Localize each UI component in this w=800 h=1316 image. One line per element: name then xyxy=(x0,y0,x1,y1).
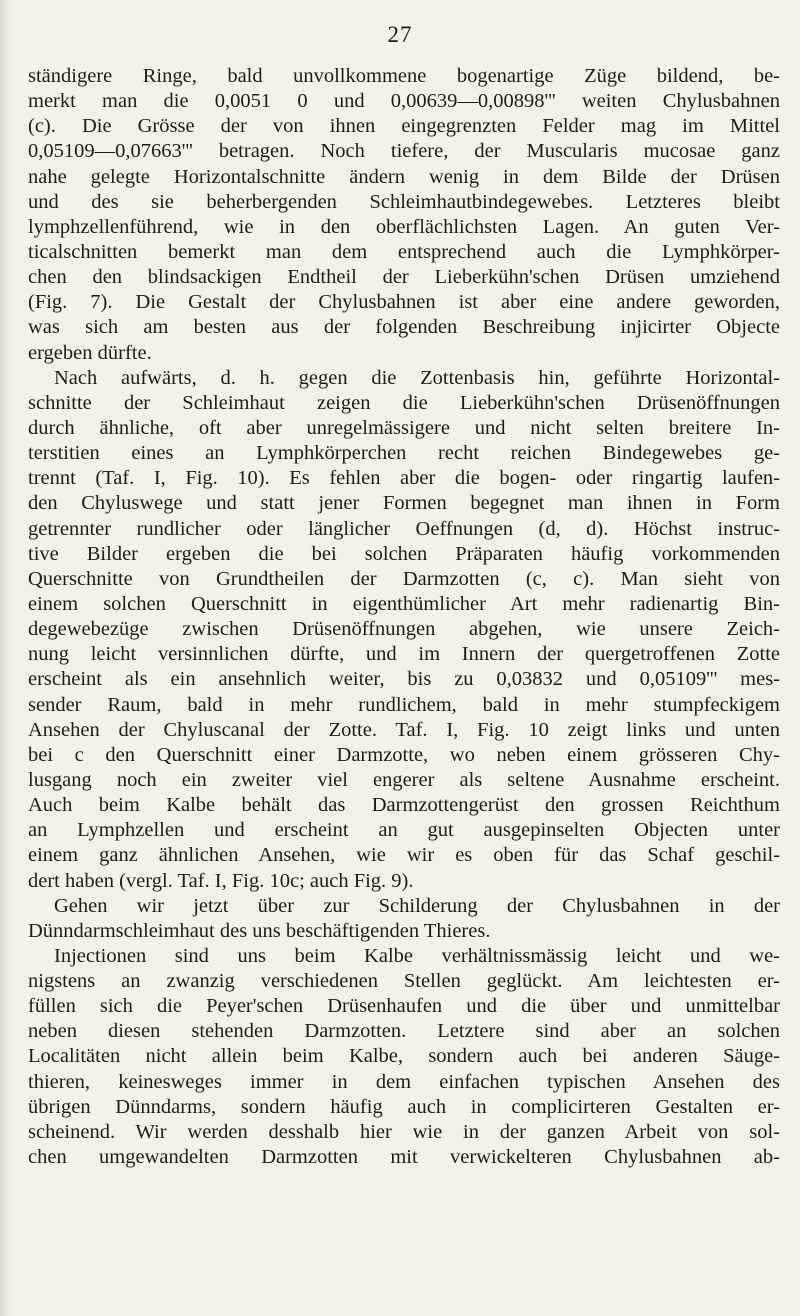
text-line: an Lymphzellen und erscheint an gut ausgepinselten Objecten unter xyxy=(28,819,780,842)
text-line: durch ähnliche, oft aber unregelmässigere und nicht selten breitere In- xyxy=(28,416,780,439)
text-line: ständigere Ringe, bald unvollkommene bogenartige Züge bildend, be- xyxy=(28,65,780,87)
body-text xyxy=(28,64,780,1170)
text-line: nung leicht versinnlichen dürfte, und im Innern der quergetroffenen Zotte xyxy=(28,643,780,666)
text-line: getrennter rundlicher oder länglicher Oeffnungen (d, d). Höchst instruc- xyxy=(28,517,780,540)
text-line: lusgang noch ein zweiter viel engerer als seltene Ausnahme erscheint. xyxy=(28,768,780,791)
text-line: tive Bilder ergeben die bei solchen Präparaten häufig vorkommenden xyxy=(28,542,780,565)
text-line: Ansehen der Chyluscanal der Zotte. Taf. I, Fig. 10 zeigt links und unten xyxy=(28,718,780,741)
text-line: nigstens an zwanzig verschiedenen Stellen geglückt. Am leichtesten er- xyxy=(28,970,780,993)
text-line: den Chyluswege und statt jener Formen begegnet man ihnen in Form xyxy=(28,492,780,515)
text-line: chen umgewandelten Darmzotten mit verwickelteren Chylusbahnen ab- xyxy=(28,1146,780,1169)
text-line: 0,05109—0,07663''' betragen. Noch tiefere, der Muscularis mucosae ganz xyxy=(28,140,780,163)
text-line: trennt (Taf. I, Fig. 10). Es fehlen aber die bogen- oder ringartig laufen- xyxy=(28,467,780,490)
text-line: ergeben dürfte. xyxy=(28,341,152,364)
text-line: einem solchen Querschnitt in eigenthümlicher Art mehr radienartig Bin- xyxy=(28,592,780,615)
page-gutter-shadow xyxy=(0,0,10,1316)
text-line: füllen sich die Peyer'schen Drüsenhaufen und die über und unmittelbar xyxy=(28,995,780,1018)
text-line: und des sie beherbergenden Schleimhautbindegewebes. Letzteres bleibt xyxy=(28,190,780,213)
text-line: nahe gelegte Horizontalschnitte ändern wenig in dem Bilde der Drüsen xyxy=(28,165,780,188)
text-line: Auch beim Kalbe behält das Darmzottengerüst den grossen Reichthum xyxy=(28,794,780,817)
text-line: erscheint als ein ansehnlich weiter, bis zu 0,03832 und 0,05109''' mes- xyxy=(28,668,780,691)
text-line: lymphzellenführend, wie in den oberflächlichsten Lagen. An guten Ver- xyxy=(28,215,780,238)
text-line: terstitien eines an Lymphkörperchen recht reichen Bindegewebes ge- xyxy=(28,442,780,465)
text-line: einem ganz ähnlichen Ansehen, wie wir es oben für das Schaf geschil- xyxy=(28,844,780,867)
text-line: thieren, keinesweges immer in dem einfachen typischen Ansehen des xyxy=(28,1070,780,1093)
text-line: übrigen Dünndarms, sondern häufig auch in complicirteren Gestalten er- xyxy=(28,1095,780,1118)
page-number: 27 xyxy=(387,22,413,47)
text-line: Nach aufwärts, d. h. gegen die Zottenbasis hin, geführte Horizontal- xyxy=(54,366,780,389)
text-line: sender Raum, bald in mehr rundlichem, bald in mehr stumpfeckigem xyxy=(28,693,780,716)
text-line: Localitäten nicht allein beim Kalbe, sondern auch bei anderen Säuge- xyxy=(28,1045,780,1068)
text-line: Dünndarmschleimhaut des uns beschäftigenden Thieres. xyxy=(28,919,491,942)
text-line: scheinend. Wir werden desshalb hier wie in der ganzen Arbeit von sol- xyxy=(28,1120,780,1143)
text-line: (c). Die Grösse der von ihnen eingegrenzten Felder mag im Mittel xyxy=(28,115,780,138)
text-line: merkt man die 0,0051 0 und 0,00639—0,00898''' weiten Chylusbahnen xyxy=(28,90,780,113)
text-line: Gehen wir jetzt über zur Schilderung der Chylusbahnen in der xyxy=(54,894,780,917)
text-line: Injectionen sind uns beim Kalbe verhältnissmässig leicht und we- xyxy=(54,944,780,967)
text-line: (Fig. 7). Die Gestalt der Chylusbahnen ist aber eine andere geworden, xyxy=(28,291,780,314)
text-line: chen den blindsackigen Endtheil der Lieberkühn'schen Drüsen umziehend xyxy=(28,266,780,289)
text-line: degewebezüge zwischen Drüsenöffnungen abgehen, wie unsere Zeich- xyxy=(28,618,780,641)
text-line: Querschnitte von Grundtheilen der Darmzotten (c, c). Man sieht von xyxy=(28,567,780,590)
text-line: schnitte der Schleimhaut zeigen die Lieberkühn'schen Drüsenöffnungen xyxy=(28,391,780,414)
text-line: bei c den Querschnitt einer Darmzotte, wo neben einem grösseren Chy- xyxy=(28,743,780,766)
text-line: ticalschnitten bemerkt man dem entsprechend auch die Lymphkörper- xyxy=(28,240,780,263)
text-line: neben diesen stehenden Darmzotten. Letztere sind aber an solchen xyxy=(28,1020,780,1043)
text-line: dert haben (vergl. Taf. I, Fig. 10c; auch Fig. 9). xyxy=(28,869,414,892)
text-line: was sich am besten aus der folgenden Beschreibung injicirter Objecte xyxy=(28,316,780,339)
